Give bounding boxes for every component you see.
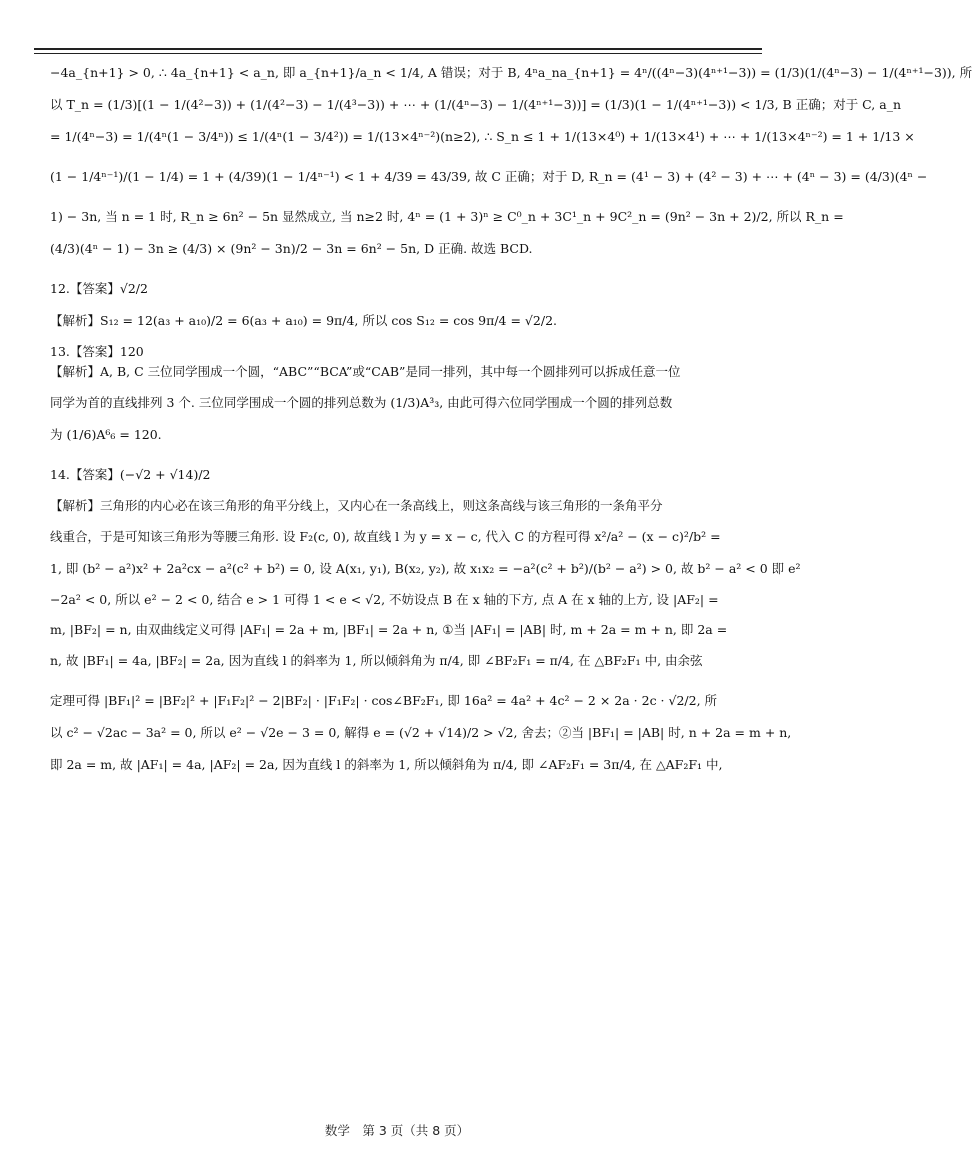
page-footer: 数学 第 3 页（共 8 页） xyxy=(324,1123,470,1138)
answer-14: 14.【答案】(−√2 + √14)/2 xyxy=(50,467,211,482)
text-line: 以 c² − √2ac − 3a² = 0, 所以 e² − √2e − 3 = 0, 解得 e = (√2 + √14)/2 > √2, 舍去；②当 |BF₁| = |AB| 时, n + 2a = m + n, xyxy=(50,725,792,740)
text-line: 即 2a = m, 故 |AF₁| = 4a, |AF₂| = 2a, 因为直线 l 的斜率为 1, 所以倾斜角为 π/4, 即 ∠AF₂F₁ = 3π/4, 在 △AF₂F₁ 中, xyxy=(50,757,723,772)
answer-12: 12.【答案】√2/2 xyxy=(50,281,148,296)
analysis-14: 【解析】三角形的内心必在该三角形的角平分线上，又内心在一条高线上，则这条高线与该三角形的一条角平分 xyxy=(50,498,663,513)
header-rule-thick xyxy=(34,48,762,50)
text-line: −4a_{n+1} > 0, ∴ 4a_{n+1} < a_n, 即 a_{n+1}/a_n < 1/4, A 错误；对于 B, 4ⁿa_na_{n+1} = 4ⁿ/((4ⁿ−3)(4ⁿ⁺¹−3)) = (1/3)(1/(4ⁿ−3) − 1/(4ⁿ⁺¹−3)), 所 xyxy=(50,65,972,80)
text-line: 为 (1/6)A⁶₆ = 120. xyxy=(50,427,162,442)
text-line: = 1/(4ⁿ−3) = 1/(4ⁿ(1 − 3/4ⁿ)) ≤ 1/(4ⁿ(1 − 3/4²)) = 1/(13×4ⁿ⁻²)(n≥2), ∴ S_n ≤ 1 + 1/(13×4⁰) + 1/(13×4¹) + ⋯ + 1/(13×4ⁿ⁻²) = 1 + 1/13 × xyxy=(50,129,915,144)
text-line: 以 T_n = (1/3)[(1 − 1/(4²−3)) + (1/(4²−3) − 1/(4³−3)) + ⋯ + (1/(4ⁿ−3) − 1/(4ⁿ⁺¹−3))] = (1/3)(1 − 1/(4ⁿ⁺¹−3)) < 1/3, B 正确；对于 C, a_n xyxy=(50,97,902,112)
answer-13: 13.【答案】120 xyxy=(50,344,144,359)
text-line: (1 − 1/4ⁿ⁻¹)/(1 − 1/4) = 1 + (4/39)(1 − 1/4ⁿ⁻¹) < 1 + 4/39 = 43/39, 故 C 正确；对于 D, R_n = (4¹ − 3) + (4² − 3) + ⋯ + (4ⁿ − 3) = (4/3)(4ⁿ − xyxy=(50,169,928,184)
text-line: (4/3)(4ⁿ − 1) − 3n ≥ (4/3) × (9n² − 3n)/2 − 3n = 6n² − 5n, D 正确. 故选 BCD. xyxy=(50,241,533,256)
analysis-13: 【解析】A, B, C 三位同学围成一个圆，“ABC”“BCA”或“CAB”是同一排列，其中每一个圆排列可以拆成任意一位 xyxy=(50,364,681,379)
text-line: 同学为首的直线排列 3 个. 三位同学围成一个圆的排列总数为 (1/3)A³₃, 由此可得六位同学围成一个圆的排列总数 xyxy=(50,395,673,410)
analysis-12: 【解析】S₁₂ = 12(a₃ + a₁₀)/2 = 6(a₃ + a₁₀) = 9π/4, 所以 cos S₁₂ = cos 9π/4 = √2/2. xyxy=(50,313,557,328)
text-line: 1, 即 (b² − a²)x² + 2a²cx − a²(c² + b²) = 0, 设 A(x₁, y₁), B(x₂, y₂), 故 x₁x₂ = −a²(c² + b²)/(b² − a²) > 0, 故 b² − a² < 0 即 e² xyxy=(50,561,801,576)
text-line: m, |BF₂| = n, 由双曲线定义可得 |AF₁| = 2a + m, |BF₁| = 2a + n, ①当 |AF₁| = |AB| 时, m + 2a = m + n, 即 2a = xyxy=(50,622,728,637)
header-rule-thin xyxy=(34,53,762,54)
text-line: 1) − 3n, 当 n = 1 时, R_n ≥ 6n² − 5n 显然成立, 当 n≥2 时, 4ⁿ = (1 + 3)ⁿ ≥ C⁰_n + 3C¹_n + 9C²_n = (9n² − 3n + 2)/2, 所以 R_n = xyxy=(50,209,844,224)
text-line: n, 故 |BF₁| = 4a, |BF₂| = 2a, 因为直线 l 的斜率为 1, 所以倾斜角为 π/4, 即 ∠BF₂F₁ = π/4, 在 △BF₂F₁ 中, 由余弦 xyxy=(50,653,703,668)
solution-body xyxy=(50,62,972,776)
text-line: 线重合，于是可知该三角形为等腰三角形. 设 F₂(c, 0), 故直线 l 为 y = x − c, 代入 C 的方程可得 x²/a² − (x − c)²/b² = xyxy=(50,529,721,544)
text-line: −2a² < 0, 所以 e² − 2 < 0, 结合 e > 1 可得 1 < e < √2, 不妨设点 B 在 x 轴的下方, 点 A 在 x 轴的上方, 设 |AF₂| = xyxy=(50,592,719,607)
text-line: 定理可得 |BF₁|² = |BF₂|² + |F₁F₂|² − 2|BF₂| · |F₁F₂| · cos∠BF₂F₁, 即 16a² = 4a² + 4c² − 2 × 2a · 2c · √2/2, 所 xyxy=(50,693,718,708)
